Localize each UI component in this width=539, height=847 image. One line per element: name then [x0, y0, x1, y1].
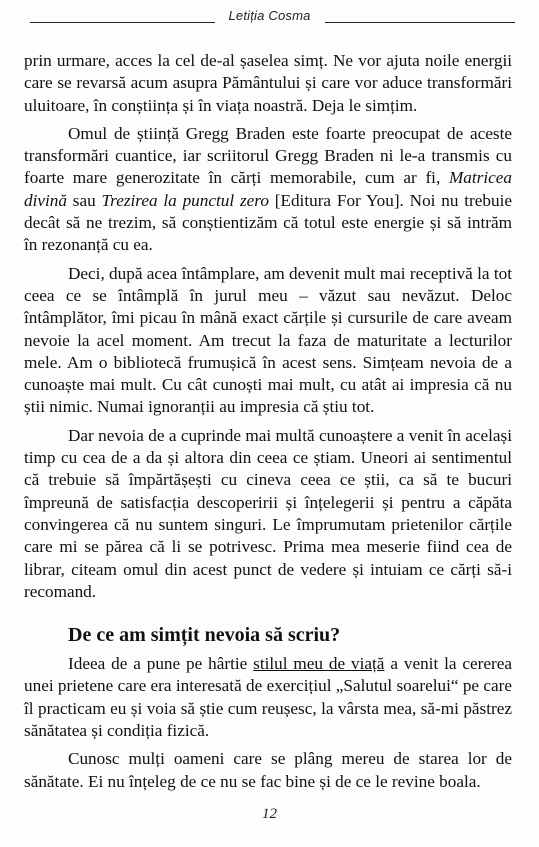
page-number: 12 [262, 806, 277, 822]
paragraph-6: Cunosc mulți oameni care se plâng mereu de starea lor de sănătate. Ei nu înțeleg de ce nu se fac bine și de ce le revine boala. [24, 749, 512, 791]
running-title: Letiția Cosma [228, 8, 311, 23]
paragraph-5 [24, 653, 512, 742]
paragraph-5-text-a: Ideea de a pune pe hârtie [68, 654, 254, 674]
book-title-matricea-divina: Matricea divină [24, 168, 512, 210]
body-text [24, 50, 512, 793]
paragraph-2-text-e: [Editura For You]. Noi nu trebuie decât să ne trezim, să conștientizăm că totul este energie și să intrăm în rezonanță cu ea. [24, 190, 512, 255]
paragraph-2-text-c: sau [66, 190, 102, 210]
paragraph-5-text-c: a venit la cererea unei prietene care era interesată de exercițiul „Salutul soarelui“ pe care îl practicam eu și voia să știe cum reușesc, la vârsta mea, să-mi păstrez sănătatea și condiția fizică. [24, 654, 512, 741]
section-heading: De ce am simțit nevoia să scriu? [68, 624, 341, 647]
header-rule-right [325, 22, 515, 23]
paragraph-4: Dar nevoia de a cuprinde mai multă cunoaștere a venit în același timp cu cea de a da și altora din ceea ce știam. Uneori ai sentimentul că trebuie să împărtășești cu cineva ceea ce știi, ca să te bucuri împreună de satisfacția descoperirii și înțelegerii și pentru a căpăta convingerea că nu suntem singuri. Le împrumutam prietenilor cărțile care mi se părea că li se potrivesc. Prima mea meserie fiind cea de librar, citeam omul din acest punct de vedere și intuiam ce cărți să-i recomand. [24, 425, 512, 601]
running-header [24, 8, 515, 30]
paragraph-2-text-a: Omul de știință Gregg Braden este foarte preocupat de aceste transformări cuantice, iar scriitorul Gregg Braden ni le-a transmis cu foarte mare generozitate în cărți memorabile, cum ar fi, [24, 123, 512, 188]
paragraph-2 [24, 123, 512, 257]
book-title-trezirea: Trezirea la punctul zero [101, 190, 269, 210]
paragraph-1: prin urmare, acces la cel de-al șaselea simț. Ne vor ajuta noile energii care se revarsă acum asupra Pământului și care vor aduce transformări uluitoare, în conștiința și în viața noastră. Deja le simțim. [24, 51, 512, 115]
underlined-phrase: stilul meu de viață [253, 654, 385, 674]
paragraph-3: Deci, după acea întâmplare, am devenit mult mai receptivă la tot ceea ce se întâmplă în jurul meu – văzut sau nevăzut. Deloc întâmplător, îmi picau în mână exact cărțile și cursurile de care aveam nevoie la acel moment. Am trecut la faza de maturitate a lecturilor mele. Am o bibliotecă frumușică în acest sens. Simțeam nevoia de a cunoaște mai mult. Cu cât cunoști mai mult, cu atât ai impresia că nu știi nimic. Numai ignoranții au impresia că știu tot. [24, 263, 512, 417]
